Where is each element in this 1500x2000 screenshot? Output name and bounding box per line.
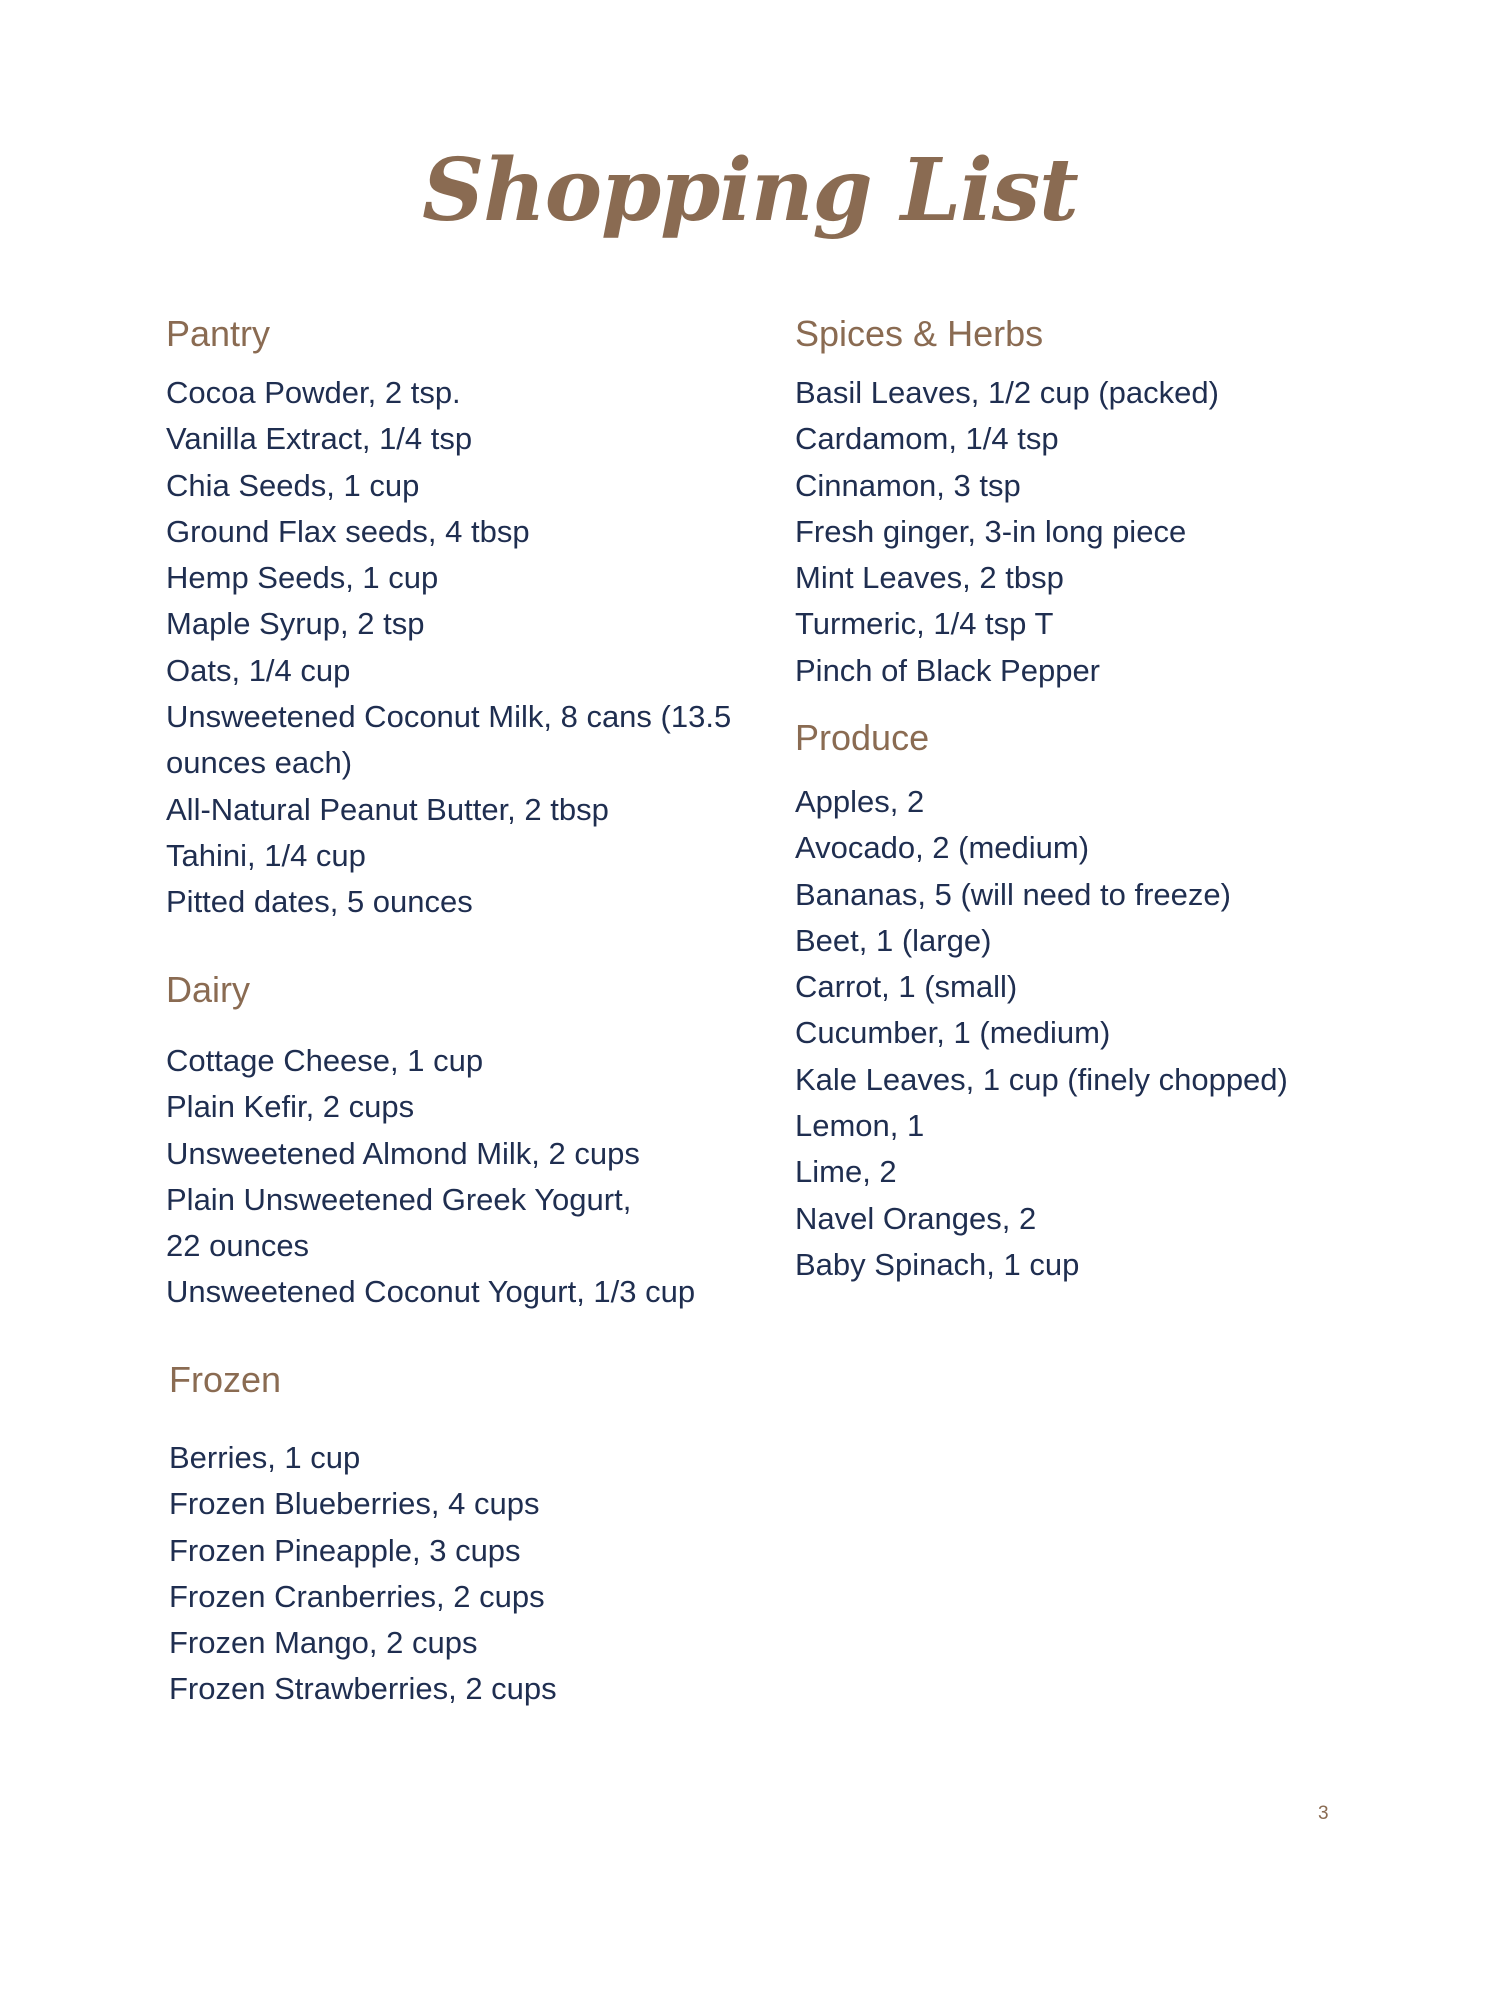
list-item: Cocoa Powder, 2 tsp. <box>166 375 461 410</box>
list-item: Lemon, 1 <box>795 1108 925 1144</box>
list-item: 22 ounces <box>166 1228 310 1264</box>
section-heading-pantry: Pantry <box>166 313 271 354</box>
section-heading-spices-herbs: Spices & Herbs <box>795 313 1044 354</box>
list-item: Maple Syrup, 2 tsp <box>166 606 425 642</box>
list-item: Kale Leaves, 1 cup (finely chopped) <box>795 1061 1288 1097</box>
section-heading-frozen: Frozen <box>169 1359 282 1400</box>
produce-list <box>795 779 1415 1288</box>
frozen-list <box>169 1435 769 1713</box>
list-item: Navel Oranges, 2 <box>795 1200 1037 1236</box>
list-item: Unsweetened Coconut Milk, 8 cans (13.5 ounces each) <box>166 699 732 781</box>
list-item: Chia Seeds, 1 cup <box>166 467 420 503</box>
list-item: Apples, 2 <box>795 784 925 819</box>
list-item: Pinch of Black Pepper <box>795 652 1101 688</box>
list-item: Oats, 1/4 cup <box>166 652 351 688</box>
list-item: Beet, 1 (large) <box>795 922 992 958</box>
list-item: Cucumber, 1 (medium) <box>795 1015 1111 1051</box>
list-item: Basil Leaves, 1/2 cup (packed) <box>795 375 1219 410</box>
list-item: Carrot, 1 (small) <box>795 969 1018 1005</box>
list-item: Mint Leaves, 2 tbsp <box>795 560 1064 596</box>
list-item: Baby Spinach, 1 cup <box>795 1246 1080 1282</box>
list-item: Ground Flax seeds, 4 tbsp <box>166 513 530 549</box>
list-item: Lime, 2 <box>795 1154 897 1190</box>
list-item: Hemp Seeds, 1 cup <box>166 560 439 596</box>
section-heading-dairy: Dairy <box>166 969 251 1010</box>
list-item: Vanilla Extract, 1/4 tsp <box>166 421 473 457</box>
section-spices-herbs <box>795 312 1415 694</box>
spices-list <box>795 370 1415 694</box>
list-item: Avocado, 2 (medium) <box>795 830 1090 866</box>
section-frozen <box>169 1358 769 1713</box>
list-item: Bananas, 5 (will need to freeze) <box>795 876 1231 912</box>
list-item: Pitted dates, 5 ounces <box>166 884 473 920</box>
page-number: 3 <box>1318 1803 1329 1824</box>
list-item: Plain Unsweetened Greek Yogurt, <box>166 1181 632 1217</box>
list-item: Frozen Strawberries, 2 cups <box>169 1671 557 1707</box>
list-item: Frozen Blueberries, 4 cups <box>169 1486 540 1522</box>
pantry-list <box>166 370 766 926</box>
list-item: Fresh ginger, 3-in long piece <box>795 513 1187 549</box>
list-item: Frozen Pineapple, 3 cups <box>169 1532 521 1568</box>
page-title: Shopping List <box>422 140 1078 241</box>
list-item: All-Natural Peanut Butter, 2 tbsp <box>166 791 609 827</box>
list-item: Berries, 1 cup <box>169 1440 361 1475</box>
list-item: Turmeric, 1/4 tsp T <box>795 606 1054 642</box>
list-item: Unsweetened Coconut Yogurt, 1/3 cup <box>166 1274 696 1310</box>
list-item: Cardamom, 1/4 tsp <box>795 421 1059 457</box>
section-pantry <box>166 312 766 926</box>
list-item: Cinnamon, 3 tsp <box>795 467 1021 503</box>
section-dairy <box>166 968 766 1316</box>
list-item: Plain Kefir, 2 cups <box>166 1089 415 1125</box>
section-heading-produce: Produce <box>795 717 930 758</box>
section-produce <box>795 716 1415 1288</box>
list-item: Tahini, 1/4 cup <box>166 837 366 873</box>
list-item: Frozen Mango, 2 cups <box>169 1625 478 1661</box>
list-item: Unsweetened Almond Milk, 2 cups <box>166 1135 640 1171</box>
dairy-list <box>166 1038 766 1316</box>
list-item: Frozen Cranberries, 2 cups <box>169 1578 545 1614</box>
list-item: Cottage Cheese, 1 cup <box>166 1043 484 1078</box>
